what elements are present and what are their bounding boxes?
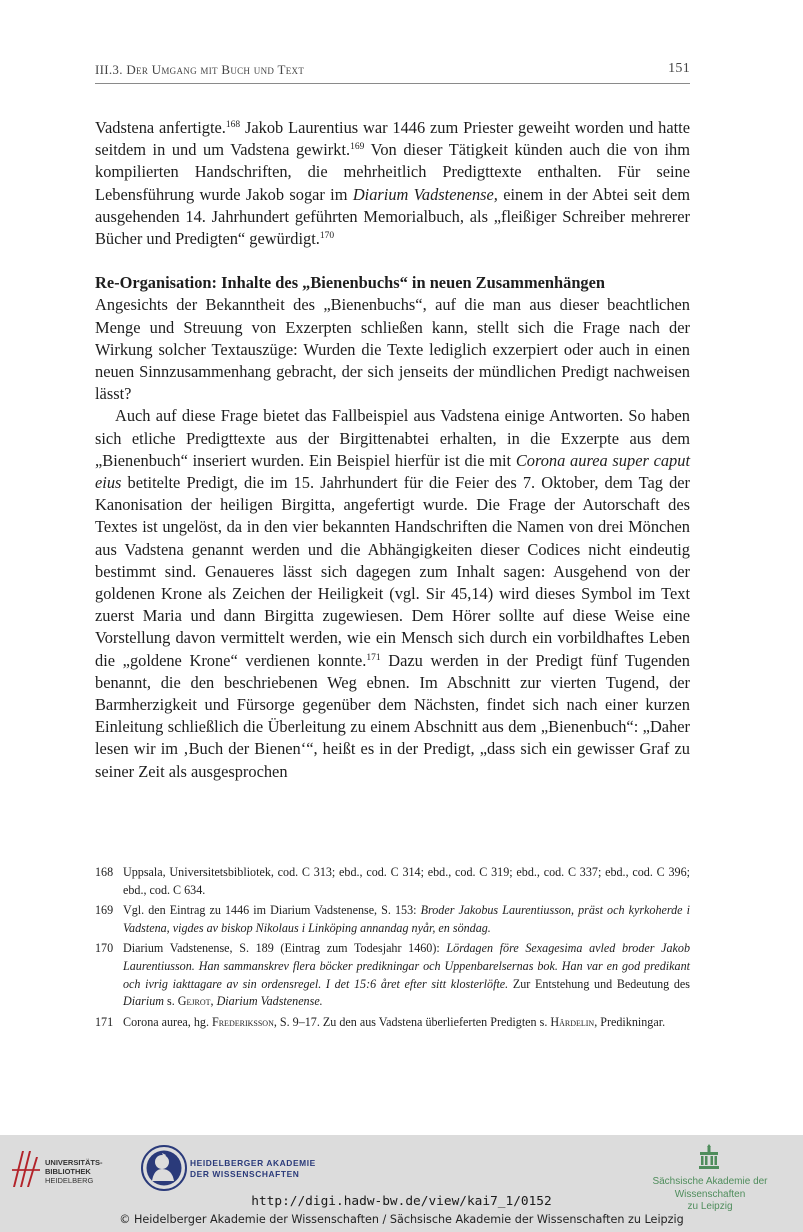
footnote-text: Corona aurea, hg. <box>123 1014 212 1029</box>
italic-title: Diarium Vadstenense, <box>352 184 498 204</box>
permalink-url[interactable]: http://digi.hadw-bw.de/view/kai7_1/0152 <box>251 1194 552 1209</box>
logo-text: zu Leipzig <box>687 1201 733 1212</box>
running-head <box>95 62 690 84</box>
footnote-text: Vgl. den Eintrag zu 1446 im Diarium Vadstenense, S. 153: <box>123 903 421 918</box>
footnote-168 <box>95 864 690 899</box>
text-run: betitelte Predigt, die im 15. Jahrhundert für die Feier des 7. Oktober, dem Tag der Kanonisation der heiligen Birgitta, angefertigt wurde. Die Frage der Autorschaft des Textes ist ungelöst, da in den vier bekannten Handschriften die Namen von drei Mönchen aus Vadstena genannt werden und die Abhängigkeiten dieser Codices nicht eindeutig bestimmt sind. Genaueres lässt sich dagegen zum Inhalt sagen: Ausgehend von der goldenen Krone als Zeichen der Heiligkeit (vgl. Sir 45,14) wird dieses Symbol im Text zuerst Maria und dann Birgitta zugewiesen. Dem Hörer sollte auf diese Weise eine Vorstellung davon vermittelt werden, wie ein Mensch sich durch ein vorbildhaftes Leben die „goldene Krone“ verdienen konnte. <box>95 473 690 670</box>
text-run: Auch auf diese Frage bietet das Fallbeispiel aus Vadstena einige Antworten. So haben sich etliche Predigttexte aus der Birgittenabtei erhalten, in die Exzerpte aus dem „Bienenbuch“ inseriert wurden. Ein Beispiel hierfür ist die mit <box>95 406 690 470</box>
logo-text: DER WISSENSCHAFTEN <box>190 1168 300 1179</box>
logo-text: UNIVERSITÄTS- <box>45 1158 103 1167</box>
footnote-number: 168 <box>95 865 114 879</box>
body-text <box>95 117 690 783</box>
hadw-seal-icon <box>140 1141 188 1199</box>
author-name: Härdelin <box>550 1014 595 1029</box>
footnote-169 <box>95 902 690 937</box>
footnote-170 <box>95 940 690 1010</box>
text-run: einem in der Abtei seit dem ausgehenden 14. Jahrhundert geführten Memorialbuch, als „fleißiger Schreiber mehrerer Bücher und Predigten“ gewürdigt. <box>95 184 690 249</box>
footnote-title: Diarium Vadstenense. <box>216 994 323 1009</box>
paragraph-2: Angesichts der Bekanntheit des „Bienenbuchs“, auf die man aus dieser beachtlichen Menge und Streuung von Exzerpten schließen kann, stellt sich die Frage nach der Wirkung solcher Textauszüge: Wurden die Texte lediglich exzerpiert oder auch in einen neuen Sinnzusammenhang gebracht, der sich jenseits der mündlichen Predigt nachweisen lässt? <box>95 295 690 404</box>
copyright-notice: © Heidelberger Akademie der Wissenschaften / Sächsische Akademie der Wissenschaften zu Leipzig <box>119 1213 684 1226</box>
text-run: Jakob Laurentius war 1446 zum Priester geweiht worden und hatte seitdem in und um Vadstena gewirkt. <box>95 118 690 160</box>
chapter-title: III.3. Der Umgang mit Buch und Text <box>95 62 305 77</box>
footnote-text: Diarium Vadstenense, S. 189 (Eintrag zum Todesjahr 1460): <box>123 941 447 956</box>
footnote-171 <box>95 1014 690 1032</box>
footnote-text: Uppsala, Universitetsbibliotek, cod. C 313; ebd., cod. C 314; ebd., cod. C 319; ebd., cod. C 337; ebd., cod. C 396; ebd., cod. C 634. <box>123 865 690 897</box>
footnote-title: Diarium <box>123 994 164 1009</box>
footnote-number: 170 <box>95 941 114 956</box>
footnote-ref-171[interactable]: 171 <box>366 652 381 663</box>
footnote-text: , S. 9–17. Zu den aus Vadstena überlieferten Predigten s. <box>273 1014 551 1029</box>
footnote-ref-168[interactable]: 168 <box>225 120 241 130</box>
footnote-number: 169 <box>95 903 114 918</box>
footnote-quote: Lördagen före Sexagesima avled broder Jakob Laurentiusson. Han sammanskrev flera böcker predikningar och Uppenbarelsernas bok. Han var en god predikant och ivrig iakttagare av sin ordensregel. I det 15:6 året efter sitt klosterlöfte. <box>123 941 690 991</box>
logo-text: HEIDELBERG <box>45 1176 94 1185</box>
saw-building-icon <box>697 1143 721 1171</box>
paragraph-spacer <box>95 250 690 272</box>
author-name: Gejrot <box>177 994 211 1009</box>
author-name: Frederiksson <box>212 1014 274 1029</box>
text-run: Von dieser Tätigkeit künden auch die von ihm kompilierten Handschriften, die mehrheitlich Predigttexte enthalten. Für seine Lebensführung wurde Jakob sogar im <box>95 140 691 204</box>
italic-title: Corona aurea super caput eius <box>95 450 690 493</box>
footnote-ref-170[interactable]: 170 <box>319 231 335 242</box>
page-number: 151 <box>668 61 690 76</box>
paragraph-1 <box>95 117 690 250</box>
footnote-text: , <box>210 994 217 1009</box>
paragraph-3 <box>95 405 690 782</box>
logo-text: HEIDELBERGER AKADEMIE <box>190 1158 316 1168</box>
text-run: Vadstena anfertigte. <box>95 118 226 137</box>
hadw-wordmark <box>190 1158 316 1179</box>
footnote-text: s. <box>164 994 178 1009</box>
ub-heidelberg-mark-icon <box>10 1147 44 1189</box>
footnote-number: 171 <box>95 1014 114 1029</box>
footnote-text: Zur Entstehung und Bedeutung des <box>508 976 690 991</box>
footnote-ref-169[interactable]: 169 <box>350 142 365 153</box>
footnotes <box>95 864 690 1034</box>
footnote-text: , Predikningar. <box>594 1014 666 1029</box>
logo-text: BIBLIOTHEK <box>45 1167 91 1176</box>
ub-heidelberg-wordmark <box>45 1158 103 1185</box>
logo-text: Sächsische Akademie der Wissenschaften <box>652 1176 768 1200</box>
text-run: Dazu werden in der Predigt fünf Tugenden benannt, die den beschriebenen Weg ebnen. Im Abschnitt zur vierten Tugend, der Barmherzigkeit und Fürsorge gegenüber dem Nächsten, findet sich nach einer kurzen Einleitung schließlich die Überleitung zu einem Abschnitt aus dem „Bienenbuch“: „Daher lesen wir im ‚Buch der Bienen‘“, heißt es in der Predigt, „dass sich ein gewisser Graf zu seiner Zeit als ausgesprochen <box>95 650 690 781</box>
section-heading: Re-Organisation: Inhalte des „Bienenbuchs“ in neuen Zusammenhängen <box>95 273 606 293</box>
footnote-quote: Broder Jakobus Laurentiusson, präst och kyrkoherde i Vadstena, vigdes av biskop Nikolaus i Linköping annandag nyår, en söndag. <box>123 903 690 935</box>
